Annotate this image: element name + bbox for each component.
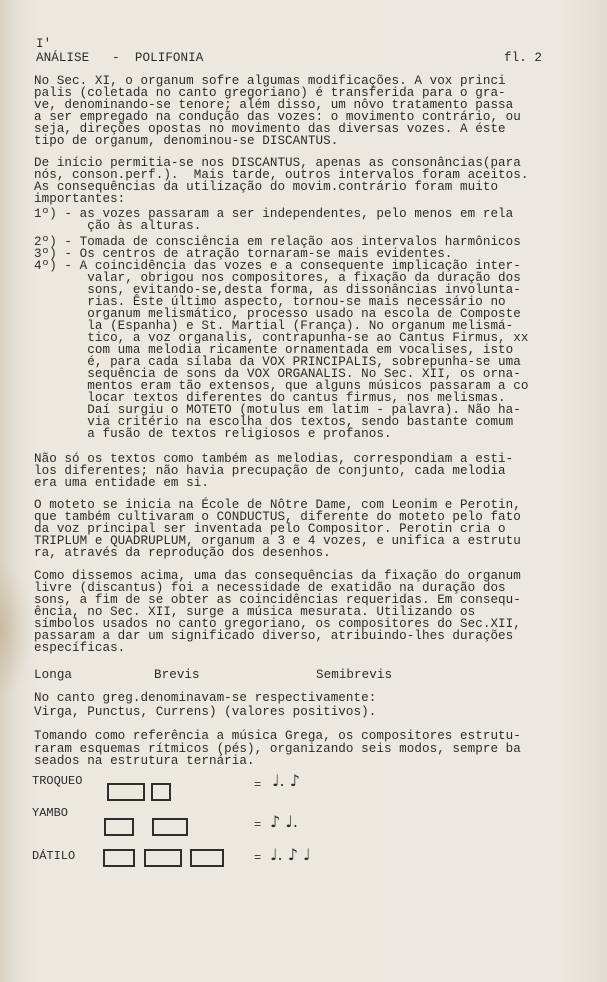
text-line: via critério na escolha dos textos, sendo bastante comum [34,415,514,429]
text-line: No canto greg.denominavam-se respectivamente: [34,691,377,705]
longa-symbol [107,783,145,801]
text-line: importantes: [34,192,126,206]
foot-datilo-label: DÁTILO [32,849,76,863]
brevis-symbol [190,849,224,867]
foot-datilo-notes: ♩. ♪ ♩ [270,845,311,864]
paper-stain [0,560,34,700]
text-line: rias. Êste último aspecto, tornou-se mais necessário no [34,295,506,309]
text-line: símbolos usados no canto gregoriano, os compositores do Sec.XII, [34,617,521,631]
text-line: Virga, Punctus, Currens) (valores positivos). [34,705,377,719]
text-line: específicas. [34,641,126,655]
text-line: a ser empregado na condução das vozes: o movimento contrário, ou [34,110,521,124]
text-line: Daí surgiu o MOTETO (motulus em latim - palavra). Não ha- [34,403,521,417]
foot-troqueo-notes: ♩. ♪ [272,771,300,790]
text-line: que também cultivaram o CONDUCTUS, diferente do moteto pelo fato [34,510,521,524]
foot-yambo-label: YAMBO [32,806,69,820]
text-line: valar, obrigou nos compositores, a fixação da duração dos [34,271,521,285]
text-line: No Sec. XI, o organum sofre algumas modificações. A vox princi [34,74,506,88]
text-line: organum melismático, processo usado na escola de Composte [34,307,521,321]
text-line: Como dissemos acima, uma das consequências da fixação do organum [34,569,521,583]
text-line: nós, conson.perf.). Mais tarde, outros intervalos foram aceitos. [34,168,529,182]
text-line: 2º) - Tomada de consciência em relação aos intervalos harmônicos [34,235,521,249]
text-line: passaram a dar um significado diverso, atribuindo-lhes durações [34,629,514,643]
foot-yambo-notes: ♪ ♩. [270,812,298,831]
text-line: Tomando como referência a música Grega, os compositores estrutu- [34,729,521,743]
text-line: ência, no Sec. XII, surge a música mesurata. Utilizando os [34,605,476,619]
foot-troqueo-equals: = [254,778,262,792]
foot-datilo-equals: = [254,851,262,865]
duration-brevis: Brevis [154,668,200,682]
duration-longa: Longa [34,668,73,682]
longa-symbol [152,818,188,836]
duration-semibrevis: Semibrevis [316,668,393,682]
text-line: tipo de organum, denominou-se DISCANTUS. [34,134,339,148]
text-line: palis (coletada no canto gregoriano) é transferida para o gra- [34,86,506,100]
text-line: sequência de sons da VOX ORGANALIS. No Sec. XII, os orna- [34,367,521,381]
foot-yambo-equals: = [254,818,262,832]
text-line: seja, direções opostas no movimento das diversas vozes. A éste [34,122,506,136]
text-line: sons, a fim de se obter as coincidências requeridas. Em consequ- [34,593,521,607]
text-line: da voz principal ser inventada pelo Compositor. Perotin cria o [34,522,506,536]
text-line: Não só os textos como também as melodias, correspondiam a esti- [34,452,514,466]
longa-symbol [103,849,135,867]
brevis-symbol [104,818,134,836]
text-line: la (Espanha) e St. Martial (França). No organum melismá- [34,319,514,333]
text-line: ra, através da reprodução dos desenhos. [34,546,331,560]
text-line: era uma entidade em si. [34,476,209,490]
text-line: ve, denominando-se tenore; além disso, um nôvo tratamento passa [34,98,514,112]
text-line: seados na estrutura ternária. [34,754,255,768]
text-line: é, para cada sílaba da VOX PRINCIPALIS, sobrepunha-se uma [34,355,521,369]
document-title: ANÁLISE - POLIFONIA [36,51,204,65]
text-line: 1º) - as vozes passaram a ser independentes, pelo menos em rela [34,207,514,221]
text-line: sons, evitando-se,desta forma, as dissonâncias involunta- [34,283,521,297]
folio-number: fl. 2 [504,51,543,65]
text-line: raram esquemas rítmicos (pés), organizando seis modos, sempre ba [34,742,521,756]
text-line: livre (discantus) foi a necessidade de exatidão na duração dos [34,581,506,595]
text-line: O moteto se inicia na École de Nôtre Dame, com Leonim e Perotin, [34,498,521,512]
corner-mark: I' [36,37,52,51]
text-line: 3º) - Os centros de atração tornaram-se mais evidentes. [34,247,453,261]
brevis-symbol [144,849,182,867]
text-line: De início permitia-se nos DISCANTUS, apenas as consonâncias(para [34,156,521,170]
text-line: los diferentes; não havia precupação de conjunto, cada melodia [34,464,506,478]
text-line: com uma melodia ricamente ornamentada em vocalises, isto [34,343,514,357]
brevis-symbol [151,783,171,801]
foot-troqueo-label: TROQUEO [32,774,83,788]
text-line: ção às alturas. [34,219,202,233]
text-line: tico, a voz organalis, contrapunha-se ao Cantus Firmus, xx [34,331,529,345]
text-line: TRIPLUM e QUADRUPLUM, organum a 3 e 4 vozes, e unifica a estrutu [34,534,521,548]
text-line: mentos eram tão extensos, que alguns músicos passaram a co [34,379,529,393]
text-line: 4º) - A coincidência das vozes e a consequente implicação inter- [34,259,521,273]
text-line: a fusão de textos religiosos e profanos. [34,427,392,441]
text-line: locar textos diferentes do cantus firmus, nos melismas. [34,391,506,405]
text-line: As consequências da utilização do movim.contrário foram muito [34,180,499,194]
